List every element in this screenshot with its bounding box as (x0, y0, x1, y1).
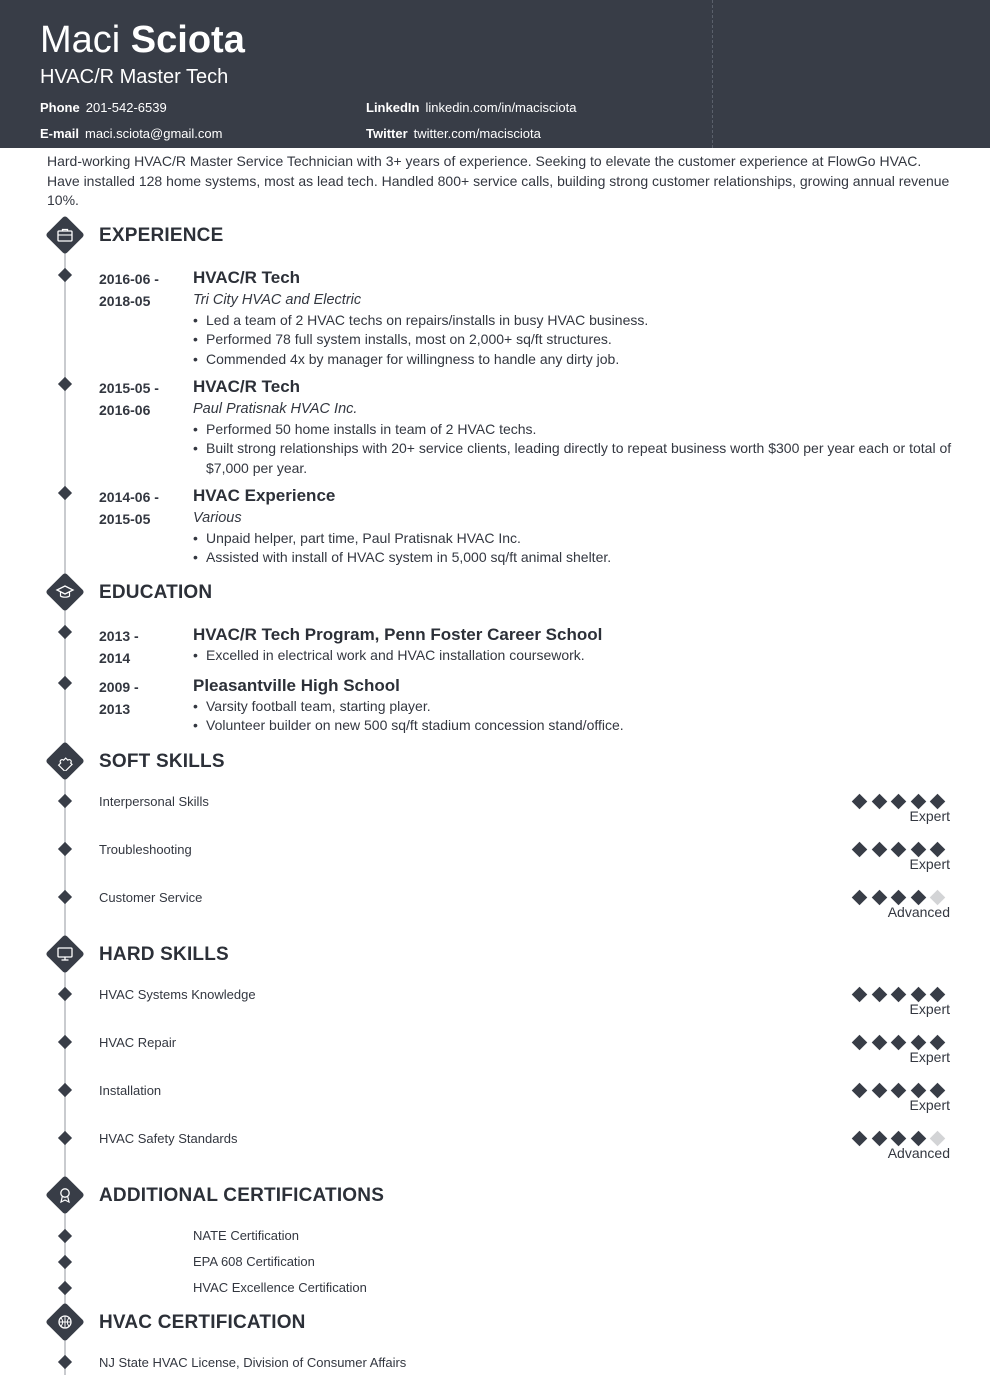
rating-diamond-filled (852, 890, 868, 906)
timeline-dot (58, 890, 72, 904)
section-title-hard-skills: HARD SKILLS (99, 944, 229, 965)
skill-level: Expert (909, 856, 950, 872)
skill-name: Interpersonal Skills (99, 794, 209, 809)
skill-name: Troubleshooting (99, 842, 192, 857)
employer: Paul Pratisnak HVAC Inc. (193, 401, 358, 417)
bullet: • Led a team of 2 HVAC techs on repairs/installs in busy HVAC business. (193, 311, 955, 330)
skill-rating (850, 1034, 950, 1050)
bullet: • Performed 50 home installs in team of 2 HVAC techs. (193, 420, 955, 439)
rating-diamond-filled (852, 1131, 868, 1147)
job-title: HVAC/R Tech (193, 377, 301, 396)
timeline-dot (58, 377, 72, 391)
puzzle-icon (45, 741, 85, 781)
rating-diamond-filled (871, 1035, 887, 1051)
timeline-dot (58, 1229, 72, 1243)
employer: Tri City HVAC and Electric (193, 292, 362, 308)
rating-diamond-filled (891, 794, 907, 810)
timeline-dot (58, 1131, 72, 1145)
bullet: • Unpaid helper, part time, Paul Pratisnak HVAC Inc. (193, 529, 955, 548)
bullet: • Performed 78 full system installs, most on 2,000+ sq/ft structures. (193, 330, 955, 349)
skill-rating (850, 986, 950, 1002)
rating-diamond-filled (930, 842, 946, 858)
rating-diamond-filled (871, 1083, 887, 1099)
skill-rating (850, 793, 950, 809)
education-entry (193, 675, 955, 736)
bullet: • Varsity football team, starting player. (193, 697, 955, 716)
rating-diamond-filled (852, 1035, 868, 1051)
timeline-dot (58, 1355, 72, 1369)
education-date: 2009 - 2013 (99, 679, 139, 717)
resume-header (0, 0, 990, 148)
timeline-dot (58, 486, 72, 500)
skill-rating (850, 889, 950, 905)
job-title: HVAC/R Tech (193, 268, 301, 287)
twitter-label: Twitter (366, 126, 408, 141)
rating-diamond-filled (910, 794, 926, 810)
section-title-experience: EXPERIENCE (99, 225, 224, 246)
skill-rating (850, 1082, 950, 1098)
email-link[interactable]: maci.sciota@gmail.com (85, 126, 223, 141)
timeline-dot (58, 625, 72, 639)
phone-value: 201-542-6539 (85, 100, 167, 115)
experience-entry (193, 267, 955, 369)
rating-diamond-filled (910, 987, 926, 1003)
rating-diamond-empty (930, 1131, 946, 1147)
experience-entry (193, 485, 955, 568)
linkedin-link[interactable]: linkedin.com/in/macisciota (425, 100, 577, 115)
certification-item: NATE Certification (193, 1228, 299, 1243)
rating-diamond-filled (891, 842, 907, 858)
rating-diamond-filled (930, 1083, 946, 1099)
rating-diamond-filled (910, 1083, 926, 1099)
briefcase-icon (45, 215, 85, 255)
skill-name: Customer Service (99, 890, 203, 905)
rating-diamond-filled (871, 987, 887, 1003)
job-title: HVAC/R Master Tech (40, 66, 229, 88)
rating-diamond-filled (852, 1083, 868, 1099)
skill-rating (850, 1130, 950, 1146)
skill-level: Expert (909, 1049, 950, 1065)
rating-diamond-filled (871, 794, 887, 810)
rating-diamond-filled (891, 1083, 907, 1099)
experience-date: 2014-06 - 2015-05 (99, 489, 159, 527)
rating-diamond-filled (910, 842, 926, 858)
section-title-hvac-certification: HVAC CERTIFICATION (99, 1312, 306, 1333)
rating-diamond-filled (910, 1131, 926, 1147)
first-name: Maci (40, 19, 121, 61)
rating-diamond-filled (891, 1131, 907, 1147)
skill-name: HVAC Repair (99, 1035, 177, 1050)
award-icon (45, 1175, 85, 1215)
timeline-dot (58, 268, 72, 282)
hvac-license-item: NJ State HVAC License, Division of Consumer Affairs (99, 1355, 407, 1370)
graduation-cap-icon (45, 572, 85, 612)
timeline-dot (58, 1035, 72, 1049)
section-title-additional-certifications: ADDITIONAL CERTIFICATIONS (99, 1185, 385, 1206)
skill-level: Advanced (887, 1145, 950, 1161)
experience-date: 2016-06 - 2018-05 (99, 271, 159, 309)
summary-text: Hard-working HVAC/R Master Service Technician with 3+ years of experience. Seeking to elevate the customer experience at FlowGo HVAC. Have installed 128 home systems, most as lead tech. Handled 800+ service calls, building strong customer relationships, growing annual revenue 10%. (47, 153, 950, 208)
rating-diamond-filled (910, 1035, 926, 1051)
last-name: Sciota (130, 19, 245, 61)
twitter-link[interactable]: twitter.com/macisciota (413, 126, 541, 141)
header-divider (712, 0, 713, 148)
section-title-soft-skills: SOFT SKILLS (99, 751, 225, 772)
rating-diamond-filled (891, 987, 907, 1003)
school-title: Pleasantville High School (193, 676, 400, 695)
bullet: • Built strong relationships with 20+ service clients, leading directly to repeat business worth $300 per year each or total of $7,000 per year. (193, 439, 955, 478)
education-entry (193, 624, 955, 665)
bullet: • Volunteer builder on new 500 sq/ft stadium concession stand/office. (193, 716, 955, 735)
rating-diamond-filled (891, 890, 907, 906)
email-label: E-mail (40, 126, 80, 141)
skill-rating (850, 841, 950, 857)
timeline-dot (58, 1083, 72, 1097)
candidate-name (40, 18, 245, 62)
timeline-dot (58, 676, 72, 690)
bullet: • Commended 4x by manager for willingness to handle any dirty job. (193, 350, 955, 369)
timeline-dot (58, 1255, 72, 1269)
experience-date: 2015-05 - 2016-06 (99, 380, 159, 418)
rating-diamond-filled (930, 1035, 946, 1051)
experience-entry (193, 376, 955, 478)
timeline-dot (58, 842, 72, 856)
rating-diamond-filled (871, 890, 887, 906)
education-date: 2013 - 2014 (99, 628, 139, 666)
rating-diamond-filled (852, 794, 868, 810)
skill-level: Expert (909, 808, 950, 824)
rating-diamond-filled (852, 987, 868, 1003)
rating-diamond-filled (871, 842, 887, 858)
skill-name: HVAC Safety Standards (99, 1131, 238, 1146)
bullet: • Assisted with install of HVAC system in 5,000 sq/ft animal shelter. (193, 548, 955, 567)
skill-level: Expert (909, 1001, 950, 1017)
rating-diamond-filled (852, 842, 868, 858)
skill-name: Installation (99, 1083, 162, 1098)
skill-name: HVAC Systems Knowledge (99, 987, 256, 1002)
contact-phone (40, 100, 167, 116)
bullet: • Excelled in electrical work and HVAC installation coursework. (193, 646, 955, 665)
contact-email (40, 126, 222, 142)
timeline-dot (58, 987, 72, 1001)
employer: Various (193, 510, 242, 526)
rating-diamond-filled (910, 890, 926, 906)
linkedin-label: LinkedIn (366, 100, 420, 115)
section-title-education: EDUCATION (99, 582, 213, 603)
skill-level: Advanced (887, 904, 950, 920)
certification-item: HVAC Excellence Certification (193, 1280, 367, 1295)
rating-diamond-filled (930, 987, 946, 1003)
rating-diamond-filled (871, 1131, 887, 1147)
monitor-icon (45, 934, 85, 974)
basketball-icon (45, 1302, 85, 1342)
contact-linkedin (366, 100, 576, 116)
rating-diamond-empty (930, 890, 946, 906)
certification-item: EPA 608 Certification (193, 1254, 315, 1269)
school-title: HVAC/R Tech Program, Penn Foster Career School (193, 625, 603, 644)
rating-diamond-filled (930, 794, 946, 810)
phone-label: Phone (40, 100, 80, 115)
timeline-dot (58, 794, 72, 808)
rating-diamond-filled (891, 1035, 907, 1051)
contact-twitter (366, 126, 541, 142)
timeline-dot (58, 1281, 72, 1295)
job-title: HVAC Experience (193, 486, 336, 505)
skill-level: Expert (909, 1097, 950, 1113)
